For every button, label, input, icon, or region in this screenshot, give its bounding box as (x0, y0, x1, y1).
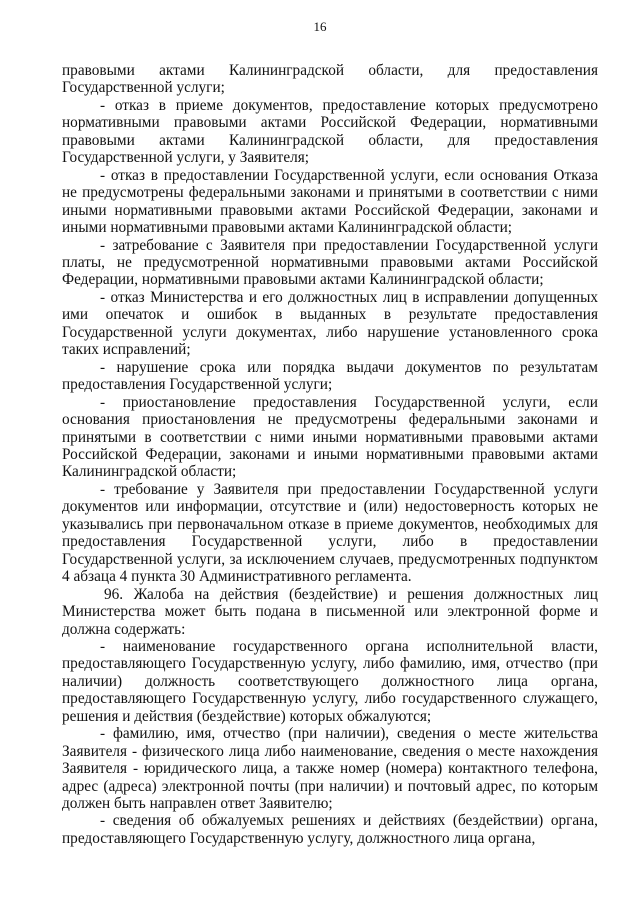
list-item-suspension: - приостановление предоставления Государственной услуги, если основания приостановления не предусмотрены федеральными законами и принятыми в соответствии с ними иными нормативными правовыми актами Российской Федерации, законами и иными нормативными правовыми актами Калининградской области; (62, 393, 598, 481)
list-item-refusal-service: - отказ в предоставлении Государственной услуги, если основания Отказа не предусмотрены федеральными законами и принятыми в соответствии с ними иными нормативными правовыми актами Российской Федерации, законами и иными нормативными правовыми актами Калининградской области; (62, 166, 598, 237)
page-number: 16 (313, 19, 327, 34)
list-item-fee-demand: - затребование с Заявителя при предоставлении Государственной услуги платы, не предусмотренной нормативными правовыми актами Российской Федерации, нормативными правовыми актами Калининградской области; (62, 236, 598, 289)
paragraph-continuation: правовыми актами Калининградской области, для предоставления Государственной услуги; (62, 62, 598, 97)
list-item-decisions-info: - сведения об обжалуемых решениях и действиях (бездействии) органа, предоставляющего Государственную услугу, должностного лица органа, (62, 812, 598, 847)
document-body (62, 62, 598, 847)
list-item-refusal-documents: - отказ в приеме документов, предоставление которых предусмотрено нормативными правовыми актами Российской Федерации, нормативными правовыми актами Калининградской области, для предоставления Государственной услуги, у Заявителя; (62, 96, 598, 167)
list-item-authority-name: - наименование государственного органа исполнительной власти, предоставляющего Государственную услугу, либо фамилию, имя, отчество (при наличии) должность соответствующего должностного лица органа, предоставляющего Государственную услугу, либо государственного служащего, решения и действия (бездействие) которых обжалуются; (62, 637, 598, 725)
clause-96: 96. Жалоба на действия (бездействие) и решения должностных лиц Министерства может быть подана в письменной или электронной форме и должна содержать: (62, 585, 598, 638)
list-item-refusal-corrections: - отказ Министерства и его должностных лиц в исправлении допущенных ими опечаток и ошибок в выданных в результате предоставления Государственной услуги документах, либо нарушение установленного срока таких исправлений; (62, 288, 598, 359)
list-item-document-demand: - требование у Заявителя при предоставлении Государственной услуги документов или информации, отсутствие и (или) недостоверность которых не указывались при первоначальном отказе в приеме документов, необходимых для предоставления Государственной услуги, либо в предоставлении Государственной услуги, за исключением случаев, предусмотренных подпунктом 4 абзаца 4 пункта 30 Административного регламента. (62, 480, 598, 586)
list-item-deadline-violation: - нарушение срока или порядка выдачи документов по результатам предоставления Государственной услуги; (62, 358, 598, 394)
list-item-applicant-details: - фамилию, имя, отчество (при наличии), сведения о месте жительства Заявителя - физического лица либо наименование, сведения о месте нахождения Заявителя - юридического лица, а также номер (номера) контактного телефона, адрес (адреса) электронной почты (при наличии) и почтовый адрес, по которым должен быть направлен ответ Заявителю; (62, 725, 598, 813)
